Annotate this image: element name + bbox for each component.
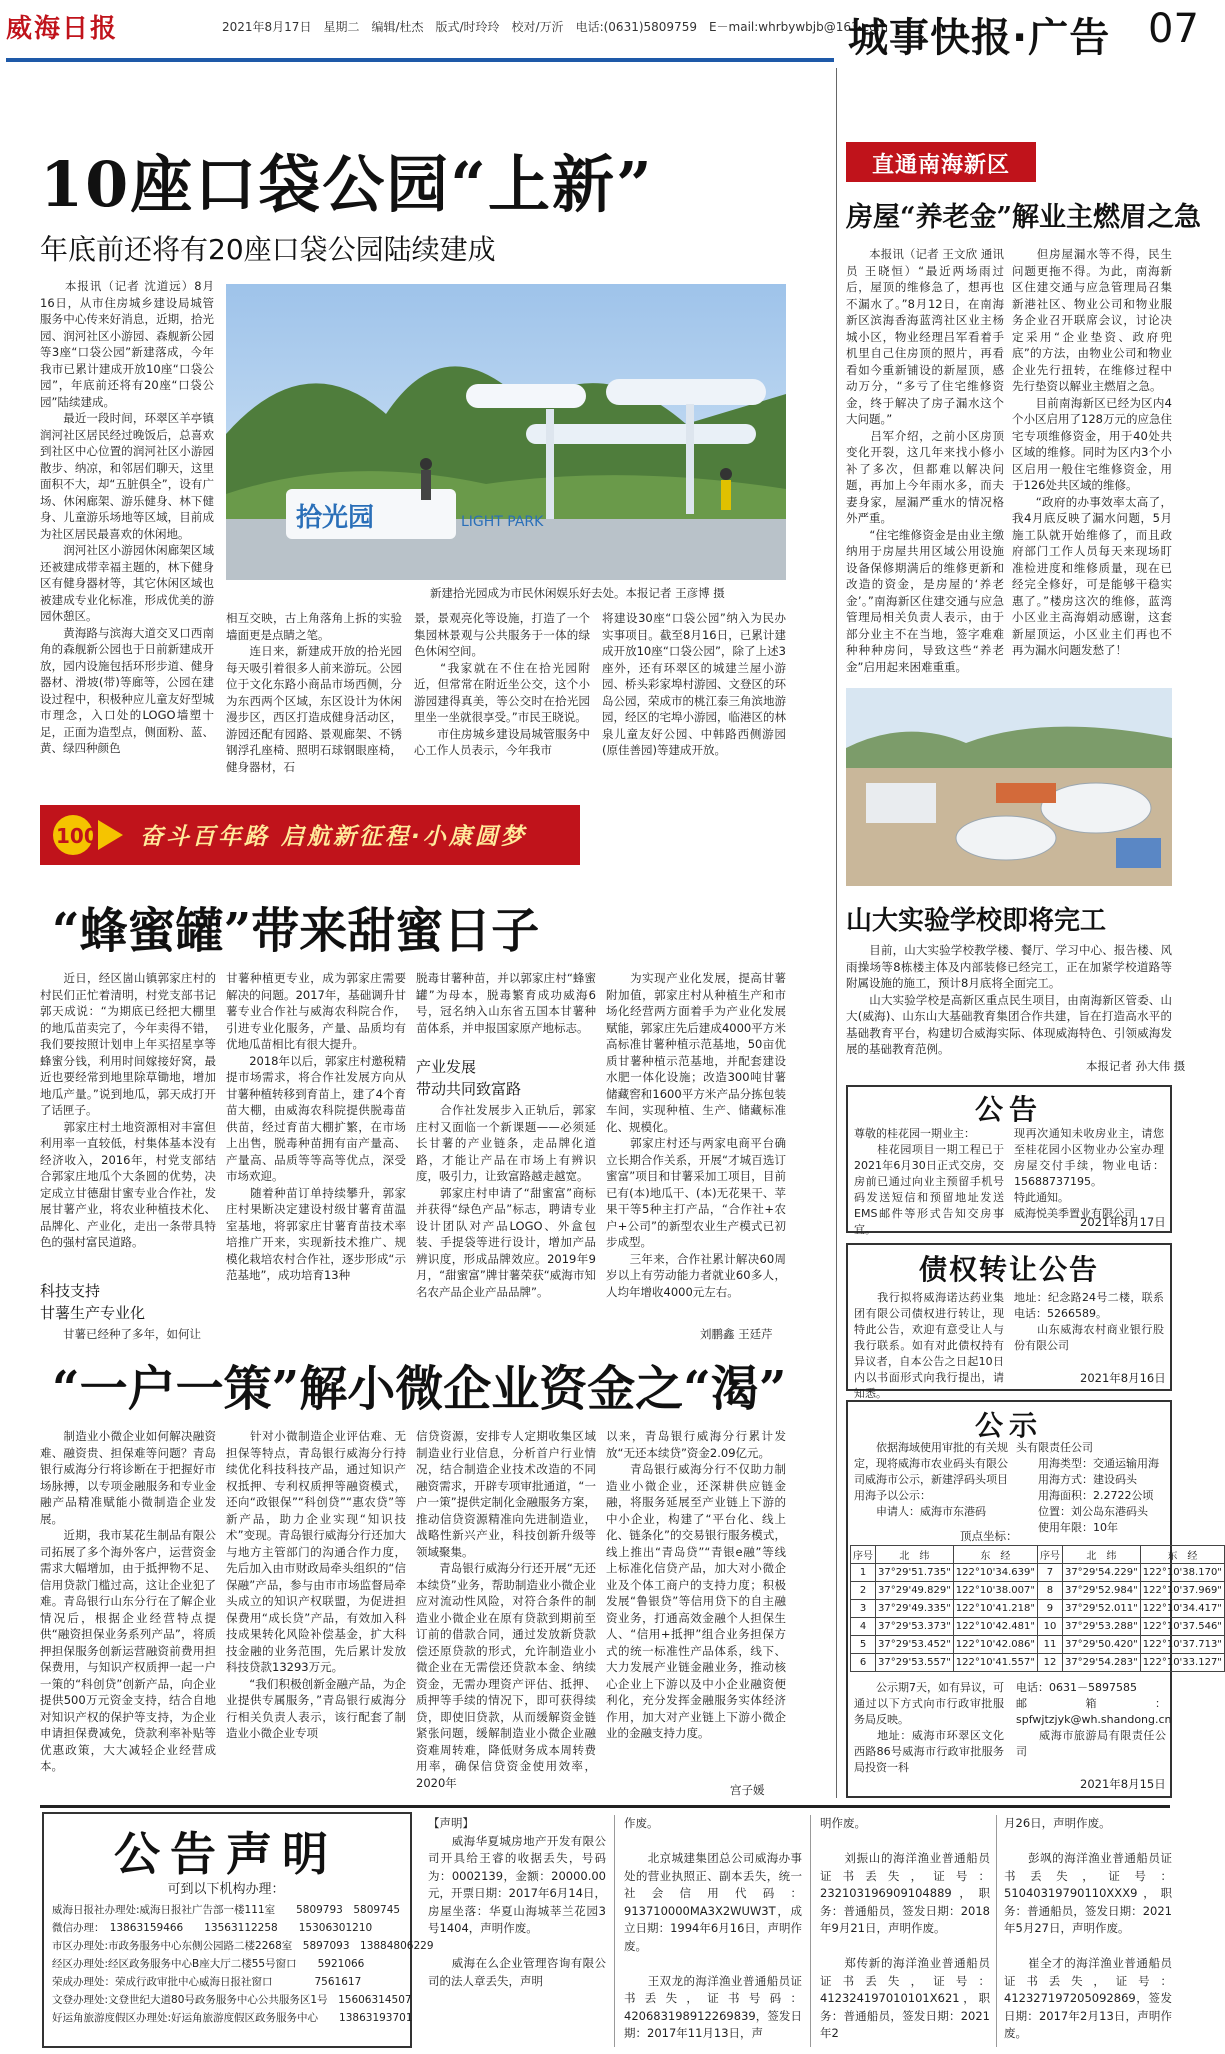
ad-row: 威海日报社办理处:威海日报社广告部一楼111室 5809793 5809745	[52, 1904, 401, 1916]
coords-cell: 122°10'34.639"	[953, 1564, 1037, 1582]
honey-col-1-tail: 甘薯已经种了多年，如何让	[40, 1327, 201, 1341]
ad-subtitle: 可到以下机构办理：	[167, 1882, 285, 1897]
park-sign-en: LIGHT PARK	[461, 514, 544, 530]
ad-row: 微信办理： 13863159466 13563112258 15306301210	[52, 1922, 373, 1934]
honey-col-3: 脱毒甘薯种苗，并以郭家庄村“蜂蜜罐”为母本，脱毒繁育成功威海6号，冠名纳入山东省五国本甘薯种苗体系，并申报国家原产地标志。	[416, 971, 596, 1035]
lead-subhead: 年底前还将有20座口袋公园陆续建成	[40, 233, 496, 266]
column-divider	[836, 68, 837, 1798]
coords-cell: 5	[851, 1636, 876, 1654]
coords-header-cell: 东 经	[953, 1546, 1037, 1564]
coords-row	[851, 1600, 1225, 1618]
anniversary-emblem-icon	[48, 810, 128, 860]
coords-row	[851, 1654, 1225, 1672]
coords-cell: 122°10'42.481"	[953, 1618, 1037, 1636]
statement-divider	[810, 1815, 811, 2047]
notice-guihua-left: 尊敬的桂花园一期业主： 桂花园项目一期工程已于2021年6月30日正式交房，交房前已通过向业主预留手机号码发送短信和预留地址发送EMS邮件等形式告知交房事宜。	[854, 1127, 1004, 1236]
ad-row: 文登办理处:文登世纪大道80号政务服务中心公共服务区1号 15606314507	[52, 1994, 412, 2006]
coords-cell: 11	[1037, 1636, 1062, 1654]
coords-header-cell: 序号	[1037, 1546, 1062, 1564]
notice-debt-date: 2021年8月16日	[1080, 1371, 1166, 1385]
park-sign-text: 拾光园	[296, 503, 375, 533]
notice-sea-use-title: 公示	[974, 1409, 1043, 1442]
lead-headline: 10座口袋公园“上新”	[40, 148, 654, 221]
header-rule	[6, 58, 834, 62]
coords-header-row	[851, 1546, 1225, 1564]
coords-body	[851, 1564, 1225, 1672]
coords-cell: 122°10'33.127"	[1140, 1654, 1224, 1672]
coords-cell: 37°29'49.829"	[876, 1582, 954, 1600]
ad-title: 公告声明	[114, 1827, 338, 1881]
honey-col-3-body: 合作社发展步入正轨后，郭家庄村又面临一个新课题——必须延长甘薯的产业链条，走品牌化道路，才能让产品在市场上有辨识度，吸引力，让致富路越走越宽。 郭家庄村申请了“甜蜜富”商标并获得“绿色产品”标志，聘请专业设计团队对产品LOGO、外盒包装、手提袋等进行设计，增加产品辨识度，形成品牌效应。2019年9月，“甜蜜富”牌甘薯荣获“威海市知名农产品企业产品品牌”。	[416, 1103, 596, 1299]
nanhai-headline: 房屋“养老金”解业主燃眉之急	[846, 202, 1202, 233]
coords-cell: 122°10'37.969"	[1140, 1582, 1224, 1600]
coords-cell: 37°29'54.229"	[1062, 1564, 1140, 1582]
school-illustration	[846, 688, 1172, 886]
coords-title: 顶点坐标：	[960, 1529, 1018, 1543]
banner-text: 奋斗百年路 启航新征程·小康圆梦	[140, 824, 527, 850]
statement-4: 月26日，声明作废。 彭飒的海洋渔业普通船员证书丢失，证号：51040319790110XXX9，职务：普通船员，签发日期：2021年5月27日，声明作废。 崔全才的海洋渔业普通船员证书丢失，证号：412327197205092869，签发日期：2017年2月13日，声明作废。	[1004, 1816, 1172, 2040]
coords-cell: 2	[851, 1582, 876, 1600]
coords-header-cell: 北 纬	[1062, 1546, 1140, 1564]
loan-byline: 宫子媛	[730, 1783, 765, 1797]
coords-cell: 7	[1037, 1564, 1062, 1582]
nanhai-col-2: 但房屋漏水等不得，民生问题更拖不得。为此，南海新区住建交通与应急管理局召集新港社区、物业公司和物业服务企业召开联席会议，讨论决定采用“企业垫资、政府兜底”的方法，由物业公司和物业企业先行扭转，在维修过程中先行垫资以解业主燃眉之急。 目前南海新区已经为区内4个小区启用了128万元的应急住宅专项维修资金，用于40处共区域的维修。同时为区内3个小区启用一般住宅维修资金，用于126处共区域的维修。 “政府的办事效率太高了，我4月底反映了漏水问题，5月施工队就开始维修了，而且政府部门工作人员每天来现场盯准检进度和维修质量，现在已经完全修好，可是能够干稳实惠了。”楼房这次的维修，蓝湾小区业主高海娟动感谢，这套新屋顶运，小区业主们再也不再为漏水问题发愁了！	[1012, 247, 1172, 657]
ad-row: 市区办理处:市政务服务中心东侧公园路二楼2268室 5897093 13884806229	[52, 1940, 434, 1952]
lead-col-3: 景，景观亮化等设施，打造了一个集园林景观与公共服务于一体的绿色休闲空间。 “我家就在不住在拾光园附近，但常常在附近坐公交，这个小游园建得真美，等公交时在拾光园里坐一坐就很享受。”市民王晓说。 市住房城乡建设局城管服务中心工作人员表示，今年我市	[414, 611, 590, 757]
school-body: 目前，山大实验学校教学楼、餐厅、学习中心、报告楼、风雨操场等8栋楼主体及内部装修已经完工，正在加紧学校道路等附属设施的施工，预计8月底将全面完工。 山大实验学校是高新区重点民生项目，由南海新区管委、山大(威海)、山东山大基础教育集团合作共建，旨在打造高水平的基础教育平台，构建切合威海实际、体现威海特色、引领威海发展的基础教育范例。	[846, 943, 1172, 1056]
honey-byline: 刘鹏鑫 王廷芹	[700, 1327, 773, 1341]
coords-header-cell: 东 经	[1140, 1546, 1224, 1564]
coords-cell: 37°29'49.335"	[876, 1600, 954, 1618]
honey-col-1: 近日，经区崮山镇郭家庄村的村民们正忙着清明，村党支部书记郭天成说：“为期底已经把大棚里的地瓜苗卖完了，今年卖得不错，我们要按照计划申上年买招星享等蜂蜜分钱，利用时间嫁接好窝，最近也要经常到地里除草锄地，增加地瓜产量。”说到地瓜，郭天成打开了话匣子。 郭家庄村土地资源相对丰富但利用率一直较低，村集体基本没有经济收入，2016年，村党支部结合郭家庄地瓜个大条圆的优势，决定成立甘德甜甘蜜专业合作社，发展甘薯产业，将农业种植技术化、品牌化、产业化，走出一条带具特色的强村富民道路。	[40, 971, 216, 1249]
school-byline: 本报记者 孙大伟 摄	[1086, 1059, 1186, 1073]
honey-headline: “蜂蜜罐”带来甜蜜日子	[52, 903, 540, 959]
school-headline: 山大实验学校即将完工	[846, 906, 1107, 936]
statement-2: 作废。 北京城建集团总公司威海办事处的营业执照正、副本丢失，统一社会信用代码：913710000MA3X2WUW3T，成立日期：1994年6月16日，声明作废。 王双龙的海洋渔业普通船员证书丢失，证书号码：420683198912269839，签发日期：2017年11月13日，声	[624, 1816, 802, 2040]
coords-cell: 9	[1037, 1600, 1062, 1618]
honey-subhead-1: 科技支持 甘薯生产专业化	[40, 1282, 146, 1322]
coords-cell: 122°10'41.557"	[953, 1654, 1037, 1672]
coords-row	[851, 1618, 1225, 1636]
coords-table	[850, 1545, 1225, 1672]
nanhai-tag: 直通南海新区	[871, 153, 1010, 178]
coords-cell: 37°29'54.283"	[1062, 1654, 1140, 1672]
coords-cell: 37°29'50.420"	[1062, 1636, 1140, 1654]
lead-col-2: 相互交映，古上角落角上拆的实验墙面更是点睛之笔。 连日来，新建成开放的拾光园每天吸引着很多人前来游玩。公园位于文化东路小商品市场西侧，分为东西两个区域，东区设计为休闲漫步区，西区打造成健身活动区，游园还配有园路、景观廊架、不锈钢浮孔座椅、照明石球钢眼座椅，健身器材，石	[226, 611, 402, 774]
coords-cell: 122°10'34.417"	[1140, 1600, 1224, 1618]
notice-sea-use-left: 依据海域使用审批的有关规定，现将威海市农业码头有限公司威海市公示，新建浮码头项目用海予以公示： 申请人：威海市东港码	[854, 1441, 1008, 1518]
loan-col-2: 针对小微制造企业评估难、无担保等特点，青岛银行威海分行持续优化科技科技产品，通过知识产权抵押、专利权质押等融资模式，还向“政银保”“科创贷”“惠农贷”等新产品，助力企业实现“知识技术”变现。青岛银行威海分行还加大与地方主管部门的沟通合作力度，先后加入由市财政局牵头组织的“信保融”产品，参与由市市场监督局牵头成立的知识产权联盟，为促进担保费用“成长贷”产品，有效加入科技成果转化风险补偿基金，扩大科技金融的业务范围，先后累计发放科技贷款13293万元。 “我们积极创新金融产品，为企业提供专属服务，”青岛银行威海分行相关负责人表示，该行配套了制造业小微企业专项	[226, 1429, 406, 1740]
notice-sea-use-footer-left: 公示期7天，如有异议，可通过以下方式向市行政审批服务局反映。 地址：威海市环翠区文化西路86号威海市行政审批服务局投资一科	[854, 1681, 1004, 1774]
ad-row: 好运角旅游度假区办理处:好运角旅游度假区政务服务中心 13863193701	[52, 2012, 413, 2024]
coords-cell: 12	[1037, 1654, 1062, 1672]
notice-debt-title: 债权转让公告	[918, 1253, 1099, 1286]
coords-header-cell: 北 纬	[876, 1546, 954, 1564]
coords-cell: 37°29'53.452"	[876, 1636, 954, 1654]
coords-cell: 122°10'37.713"	[1140, 1636, 1224, 1654]
coords-cell: 37°29'52.011"	[1062, 1600, 1140, 1618]
ad-row: 荣成办理处：荣成行政审批中心威海日报社窗口 7561617	[52, 1976, 362, 1988]
coords-table-wrap	[850, 1545, 1225, 1672]
coords-cell: 10	[1037, 1618, 1062, 1636]
loan-headline: “一户一策”解小微企业资金之“渴”	[52, 1361, 787, 1417]
issue-meta: 2021年8月17日 星期二 编辑/杜杰 版式/时玲玲 校对/万沂 电话:(0631)5809759 E－mail:whrbywbjb@163.com	[222, 20, 889, 34]
ad-row: 经区办理处:经区政务服务中心B座大厅二楼55号窗口 5921066	[52, 1958, 365, 1970]
notice-sea-use-right: 头有限责任公司 用海类型：交通运输用海 用海方式：建设码头 用海面积：2.2722公顷 位置：刘公岛东港码头 使用年限：10年	[1016, 1441, 1159, 1534]
park-illustration	[226, 284, 786, 580]
statement-1: 【声明】 威海华夏城房地产开发有限公司开具给王睿的收据丢失，号码为：0002139，金额：20000.00元，开票日期：2017年6月14日，房屋坐落：华夏山海城莘兰花园3号1404，声明作废。 威海在么企业管理咨询有限公司的法人章丢失，声明	[428, 1816, 606, 1988]
coords-cell: 1	[851, 1564, 876, 1582]
coords-cell: 3	[851, 1600, 876, 1618]
coords-cell: 122°10'38.007"	[953, 1582, 1037, 1600]
coords-row	[851, 1564, 1225, 1582]
coords-cell: 37°29'51.735"	[876, 1564, 954, 1582]
honey-subhead-2: 产业发展 带动共同致富路	[416, 1058, 522, 1098]
coords-cell: 6	[851, 1654, 876, 1672]
loan-col-4: 以来，青岛银行威海分行累计发放“无还本续贷”资金2.09亿元。 青岛银行威海分行不仅助力制造业小微企业，还深耕供应链金融，将服务延展至产业链上下游的中小企业，构建了“平台化、线上化、链条化”的交易银行服务模式，线上推出“青岛贷”“青银e融”等线上标准化信贷产品，加大对小微企业及个体工商户的支持力度；积极发展“鲁银贷”等信用贷下的自主融资业务，打通高效金融个人担保生人、“信用+抵押”组合业务担保方式的统一标准性产品体系，线下、大力发展产业链金融业务，推动核心企业上下游以及中小企业融资便利化，充分发挥金融服务实体经济作用，加大对产业链上下游小微企业的金融支持力度。	[606, 1429, 786, 1740]
coords-cell: 122°10'42.086"	[953, 1636, 1037, 1654]
notice-guihua-title: 公告	[974, 1093, 1043, 1126]
statement-3: 明作废。 刘振山的海洋渔业普通船员证书丢失，证号：232103196909104889，职务：普通船员，签发日期：2018年9月21日，声明作废。 郑传新的海洋渔业普通船员证书丢失，证号：412324197010101X621，职务：普通船员，签发日期：2021年2	[820, 1816, 990, 2040]
lead-col-1: 本报讯（记者 沈道远）8月16日，从市住房城乡建设局城管服务中心传来好消息，近期，拾光园、润河社区小游园、森舰新公园等3座“口袋公园”新建落成，今年我市已累计建成开放10座“口袋公园”，年底前还将有20座“口袋公园”陆续建成。 最近一段时间，环翠区羊亭镇润河社区居民经过晚饭后，总喜欢到社区中心位置的润河社区小游园散步、纳凉，和邻居们聊天，这里面积不大，却“五脏俱全”，设有广场、休闲廊架、游乐健身、林下健身、儿童游乐场地等区域，目前成为社区居民最喜欢的休闲地。 润河社区小游园休闲廊架区域还被建成带幸福主题的，林下健身区有健身器材等，其它休闲区域也被建成专业化标准，形成优美的游园休憩区。 黄海路与滨海大道交叉口西南角的森舰新公园也于日前新建成开放，园内设施包括环形步道、健身器材、滑坡(带)等廊等，公园在建设过程中，积极种应儿童友好型城市理念，入口处的LOGO墙塑十足，正面为造型点，侧面粉、蓝、黄、绿四种颜色	[40, 279, 214, 755]
nanhai-col-1: 本报讯（记者 王文欣 通讯员 王晓恒）“最近两场雨过后，屋顶的维修急了，想再也不漏水了。”8月12日，在南海新区滨海香海蓝湾社区业主杨城小区，物业经理吕军看着手机里自己住房顶的照片，再看看如今重新铺设的新屋顶，感动万分，“多亏了住宅维修资金，终于解决了房子漏水这个大问题。” 吕军介绍，之前小区房顶变化开裂，这几年来找小修小补了多次，但都难以解决问题，再加上今年雨水多，而夫妻身家，屋漏严重水的情况格外严重。 “住宅维修资金是由业主缴纳用于房屋共用区域公用设施设备保修期满后的维修更新和改造的资金，是房屋的‘养老金’。”南海新区住建交通与应急管理局相关负责人表示，由于部分业主不在当地，签字难难种种种房问，导致这些“养老金”启用起来困难重重。	[846, 247, 1004, 674]
honey-col-4: 为实现产业化发展，提高甘薯附加值，郭家庄村从种植生产和市场化经营两方面着手为产业化发展赋能，郭家庄先后建成4000平方米高标准甘薯种植示范基地，50亩优质甘薯种植示范基地，并配套建设水肥一体化设施；改造300吨甘薯储藏窖和1600平方米产品分拣包装车间，实现种植、生产、储藏标准化、规模化。 郭家庄村还与两家电商平台确立长期合作关系，开展“才城百选订蜜富”项目和甘薯采加工项目，目前已有(本)地瓜干、(本)无花果干、苹果干等5种主打产品，“合作社+农户+公司”的新型农业生产模式已初步成型。 三年来，合作社累计解决60周岁以上有劳动能力者就业60多人，人均年增收4000元左右。	[606, 971, 786, 1299]
coords-cell: 37°29'52.984"	[1062, 1582, 1140, 1600]
coords-row	[851, 1582, 1225, 1600]
coords-cell: 4	[851, 1618, 876, 1636]
notice-sea-use-footer-right: 电话：0631－5897585 邮箱：spfwjtzjyk@wh.shandong.cn 威海市旅游局有限责任公司	[1016, 1681, 1172, 1758]
honey-col-2: 甘薯种植更专业，成为郭家庄需要解决的问题。2017年，基础调升甘薯专业合作社与威海农科院合作，引进专业化服务，产量、品质均有优地瓜苗相比有很大提升。 2018年以后，郭家庄村邀税精提市场需求，将合作社发展方向从甘薯种植转移到育苗上，建了4个育苗大棚，由威海农科院提供脱毒苗供苗，经过育苗大棚扩繁，在市场上出售，脱毒种苗拥有亩产量高、产量高、品质等等高等优点，深受市场欢迎。 随着种苗订单持续攀升，郭家庄村果断决定建设村级甘薯育苗温室基地，将郭家庄甘薯育苗技术率培推广开来，实现新技术推广、规模化栽培农村合作社，逐步形成“示范基地”，成功培育13种	[226, 971, 406, 1282]
coords-cell: 37°29'53.557"	[876, 1654, 954, 1672]
notice-guihua-date: 2021年8月17日	[1080, 1215, 1166, 1229]
coords-cell: 37°29'53.288"	[1062, 1618, 1140, 1636]
park-photo-caption: 新建拾光园成为市民休闲娱乐好去处。本报记者 王彦博 摄	[430, 586, 725, 600]
notice-debt-left: 我行拟将威海诺达药业集团有限公司债权进行转让，现特此公告，欢迎有意受让人与我行联系。如有对此债权持有异议者，自本公告之日起10日内以书面形式向我行提出，请知悉。	[854, 1291, 1004, 1400]
coords-cell: 37°29'53.373"	[876, 1618, 954, 1636]
newspaper-logo: 威海日报	[6, 14, 119, 44]
coords-row	[851, 1636, 1225, 1654]
svg-text:100: 100	[56, 824, 98, 848]
statement-divider	[614, 1815, 615, 2047]
notice-sea-use-date: 2021年8月15日	[1080, 1777, 1166, 1791]
school-photo	[846, 688, 1172, 886]
coords-cell: 122°10'41.218"	[953, 1600, 1037, 1618]
coords-cell: 122°10'38.170"	[1140, 1564, 1224, 1582]
notice-debt-right: 地址：纪念路24号二楼，联系电话：5266589。 山东威海农村商业银行股份有限公司	[1014, 1291, 1164, 1352]
coords-cell: 122°10'37.546"	[1140, 1618, 1224, 1636]
bottom-rule	[40, 1805, 1170, 1808]
loan-col-3: 信贷资源，安排专人定期收集区域制造业行业信息，分析首户行业情况，结合制造企业技术改造的不同融资需求，开辟专项审批通道，“一户一策”提供定制化金融服务方案，推动信贷资源精准向先进制造业，战略性新兴产业，科技创新升级等领域聚集。 青岛银行威海分行还开展“无还本续贷”业务，帮助制造业小微企业应对流动性风险，对符合条件的制造业小微企业在原有贷款到期前至订前的借款合同，通过发放新贷款偿还原贷款的形式，允许制造业小微企业在无需偿还贷款本金、纳续资金，无需办理资产评估、抵押、质押等手续的情况下，即可获得续贷，即使旧贷款，从而缓解资金链紧张问题，缓解制造业小微企业融资难周转难，降低财务成本周转费用率，确保信贷资金使用效率，2020年	[416, 1429, 596, 1790]
loan-col-1: 制造业小微企业如何解决融资难、融资贵、担保难等问题？青岛银行威海分行将诊断在于把握好市场脉搏，以专项金融服务和专业金融产品精准赋能小微制造企业发展。 近期，我市某花生制品有限公司拓展了多个海外客户，运营资金需求大幅增加，由于抵押物不足、信用贷款门槛过高，这让企业犯了难。青岛银行山东分行在了解企业情况后，根据企业经营特点提供“融资担保业务系列产品”，将质押担保服务创新运营融资前费用担保费用，与知识产权质押一起一户一策的“科创贷”创新产品，向企业提供500万元资金支持，结合自地对知识产权的保护等支持，为企业申请担保费减免，贷款利率补贴等优惠政策，大大减轻企业经营成本。	[40, 1429, 216, 1773]
coords-header-cell: 序号	[851, 1546, 876, 1564]
section-title: 城事快报·广告	[848, 15, 1111, 61]
page-number: 07	[1148, 6, 1199, 52]
coords-cell: 8	[1037, 1582, 1062, 1600]
lead-col-4: 将建设30座“口袋公园”纳入为民办实事项目。截至8月16日，已累计建成开放10座“口袋公园”，除了上述3座外，还有环翠区的城建兰屋小游园、桥头彩家埠村游园、文登区的环岛公园，荣成市的桃江泰三角滨地游园，经区的宅埠小游园，临港区的林泉儿童友好公园、中韩路西侧游园(原佳善园)等建成开放。	[602, 611, 786, 757]
notice-guihua-right: 现再次通知未收房业主，请您至桂花园小区物业办公室办理房屋交付手续，物业电话：15688737195。 特此通知。 威海悦美季置业有限公司	[1014, 1127, 1164, 1220]
park-photo	[226, 284, 786, 580]
statement-divider	[996, 1815, 997, 2047]
